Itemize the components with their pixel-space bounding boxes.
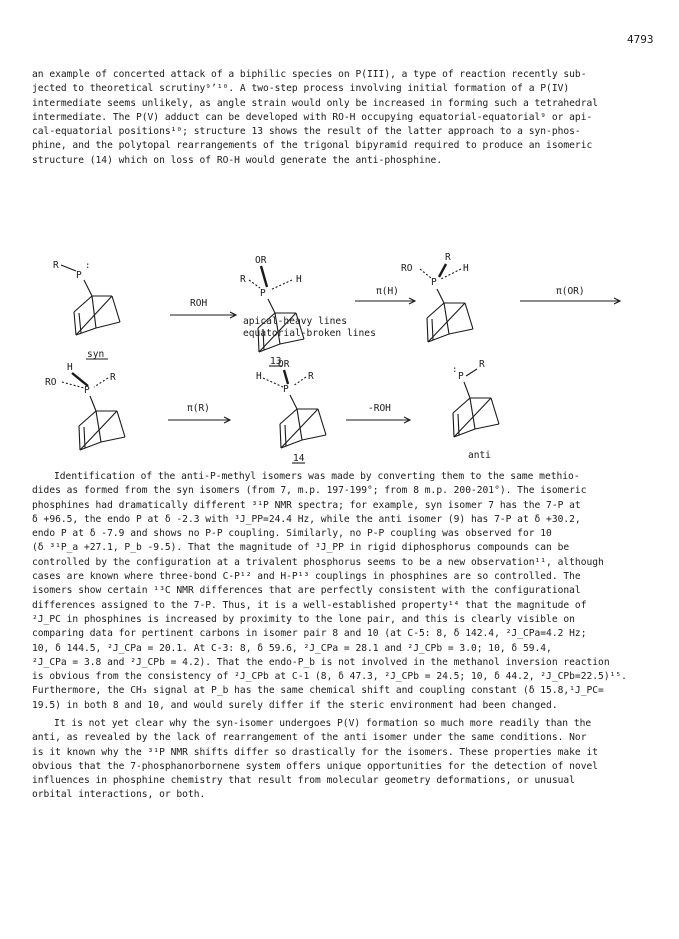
body-paragraph (32, 470, 650, 713)
text-line: comparing data for pertinent carbons in isomer pair 8 and 10 (at C-5: 8, δ 142.4, ²J_CPa=4.2 Hz; (32, 628, 587, 640)
text-line: dides as formed from the syn isomers (from 7, m.p. 197-199°; from 8 m.p. 200-201°). The isomeric (32, 485, 587, 497)
text-line: is it known why the ³¹P NMR shifts differ so drastically for the isomers. These properties make it (32, 746, 599, 758)
arrow-reagent: π(H) (376, 286, 399, 297)
reaction-arrow (168, 403, 230, 423)
text-line: obvious that the 7-phosphanorbornene system offers unique opportunities for the detection of novel (32, 760, 599, 772)
compound-13-structure (240, 255, 304, 367)
pentacoordinate-intermediate-2-structure (45, 362, 125, 450)
text-line: anti, as revealed by the lack of rearrangement of the anti isomer under the same conditions. Nor (32, 732, 587, 744)
arrow-reagent: π(R) (187, 403, 210, 414)
atom-label: P (260, 288, 266, 299)
scheme-caption-equatorial: equatorial-broken lines (243, 328, 376, 339)
scheme-caption-apical: apical-heavy lines (243, 316, 347, 327)
text-line: is obvious from the consistency of ²J_CPb at C-1 (8, δ 47.3, ²J_CPb = 24.5; 10, δ 44.2, ²J_CPb=22.5)¹⁵. (32, 671, 627, 683)
text-line: jected to theoretical scrutiny⁹ʼ¹⁰. A two-step process involving initial formation of a P(IV) (32, 83, 570, 95)
text-line: phosphines had dramatically different ³¹P NMR spectra; for example, syn isomer 7 has the 7-P at (32, 499, 581, 511)
atom-label: RO (45, 377, 57, 388)
atom-label: P (458, 371, 464, 382)
text-line: intermediate seems unlikely, as angle strain would only be increased in forming such a tetrahedral (32, 97, 599, 109)
arrow-reagent: π(OR) (556, 286, 585, 297)
text-line: cases are known where three-bond C-P¹² and H-P¹³ couplings in phosphines are so controlled. The (32, 571, 581, 583)
text-line: Identification of the anti-P-methyl isomers was made by converting them to the same methio- (54, 471, 580, 482)
closing-paragraph (32, 717, 650, 803)
compound-label: syn (87, 349, 105, 360)
text-line: orbital interactions, or both. (32, 789, 206, 801)
atom-label: R (479, 359, 485, 370)
atom-label: R (110, 372, 116, 383)
lone-pair-mark: : (85, 261, 91, 271)
arrow-reagent: ROH (190, 298, 208, 309)
atom-label: RO (401, 263, 413, 274)
text-line: intermediate. The P(V) adduct can be developed with RO-H occupying equatorial-equatorial⁹ or api- (32, 111, 593, 123)
syn-phosphine-structure (53, 260, 120, 360)
atom-label: OR (278, 359, 290, 370)
text-line: structure (14) which on loss of RO-H would generate the anti-phosphine. (32, 154, 443, 166)
atom-label: H (296, 274, 302, 285)
atom-label: P (431, 277, 437, 288)
pentacoordinate-intermediate-structure (401, 252, 473, 342)
text-line: isomers show certain ¹³C NMR differences that are perfectly consistent with the configurational (32, 585, 581, 597)
atom-label: OR (255, 255, 267, 266)
text-line: 10, δ 144.5, ²J_CPa = 20.1. At C-3: 8, δ 59.6, ²J_CPa = 28.1 and ²J_CPb = 3.0; 10, δ 59.4, (32, 642, 552, 654)
text-line: differences assigned to the 7-P. Thus, it is a well-established property¹⁴ that the magnitude of (32, 599, 587, 611)
reaction-arrow (170, 298, 236, 318)
text-line: ²J_PC in phosphines is increased by proximity to the lone pair, and this is clearly visible on (32, 613, 575, 625)
text-line: controlled by the configuration at a trivalent phosphorus seems to be a new observation¹¹, although (32, 556, 604, 568)
atom-label: P (283, 384, 289, 395)
atom-label: H (67, 362, 73, 373)
anti-phosphine-structure (452, 359, 499, 461)
text-line: δ +96.5, the endo P at δ -2.3 with ³J_PP=24.4 Hz, while the anti isomer (9) has 7-P at δ +30.2, (32, 513, 581, 525)
compound-label: 13 (270, 356, 282, 367)
text-line: an example of concerted attack of a biphilic species on P(III), a type of reaction recently sub- (32, 69, 587, 80)
text-line: influences in phosphine chemistry that result from molecular geometry deformations, or unusual (32, 775, 575, 787)
text-line: phine, and the polytopal rearrangements of the trigonal bipyramid required to produce an isomeric (32, 140, 593, 152)
reaction-arrow (346, 403, 410, 423)
text-line: cal-equatorial positions¹⁰; structure 13 shows the result of the latter approach to a syn-phos- (32, 126, 581, 138)
arrow-reagent: -ROH (368, 403, 391, 414)
atom-label: R (53, 260, 59, 271)
text-line: Furthermore, the CH₃ signal at P_b has the same chemical shift and coupling constant (δ 15.8,¹J_PC= (32, 685, 604, 697)
page-number: 4793 (627, 33, 654, 46)
compound-14-structure (256, 359, 326, 464)
compound-label: 14 (293, 453, 305, 464)
text-line: 19.5) in both 8 and 10, and would surely differ if the steric environment had been changed. (32, 699, 558, 711)
atom-label: H (463, 263, 469, 274)
atom-label: R (308, 371, 314, 382)
lone-pair-mark: : (452, 365, 458, 375)
atom-label: P (76, 270, 82, 281)
text-line: ²J_CPa = 3.8 and ²J_CPb = 4.2). That the endo-P_b is not involved in the methanol inversion reaction (32, 656, 610, 668)
text-line: It is not yet clear why the syn-isomer undergoes P(V) formation so much more readily than the (54, 718, 592, 729)
text-line: endo P at δ -7.9 and shows no P-P coupling. Similarly, no P-P coupling was observed for 10 (32, 528, 552, 540)
atom-label: R (445, 252, 451, 263)
text-line: (δ ³¹P_a +27.1, P_b -9.5). That the magnitude of ³J_PP in rigid diphosphorus compounds can be (32, 542, 570, 554)
atom-label: H (256, 371, 262, 382)
reaction-arrow (520, 286, 620, 304)
compound-label: anti (468, 450, 491, 461)
atom-label: P (84, 385, 90, 396)
reaction-arrow (355, 286, 415, 304)
atom-label: R (240, 274, 246, 285)
